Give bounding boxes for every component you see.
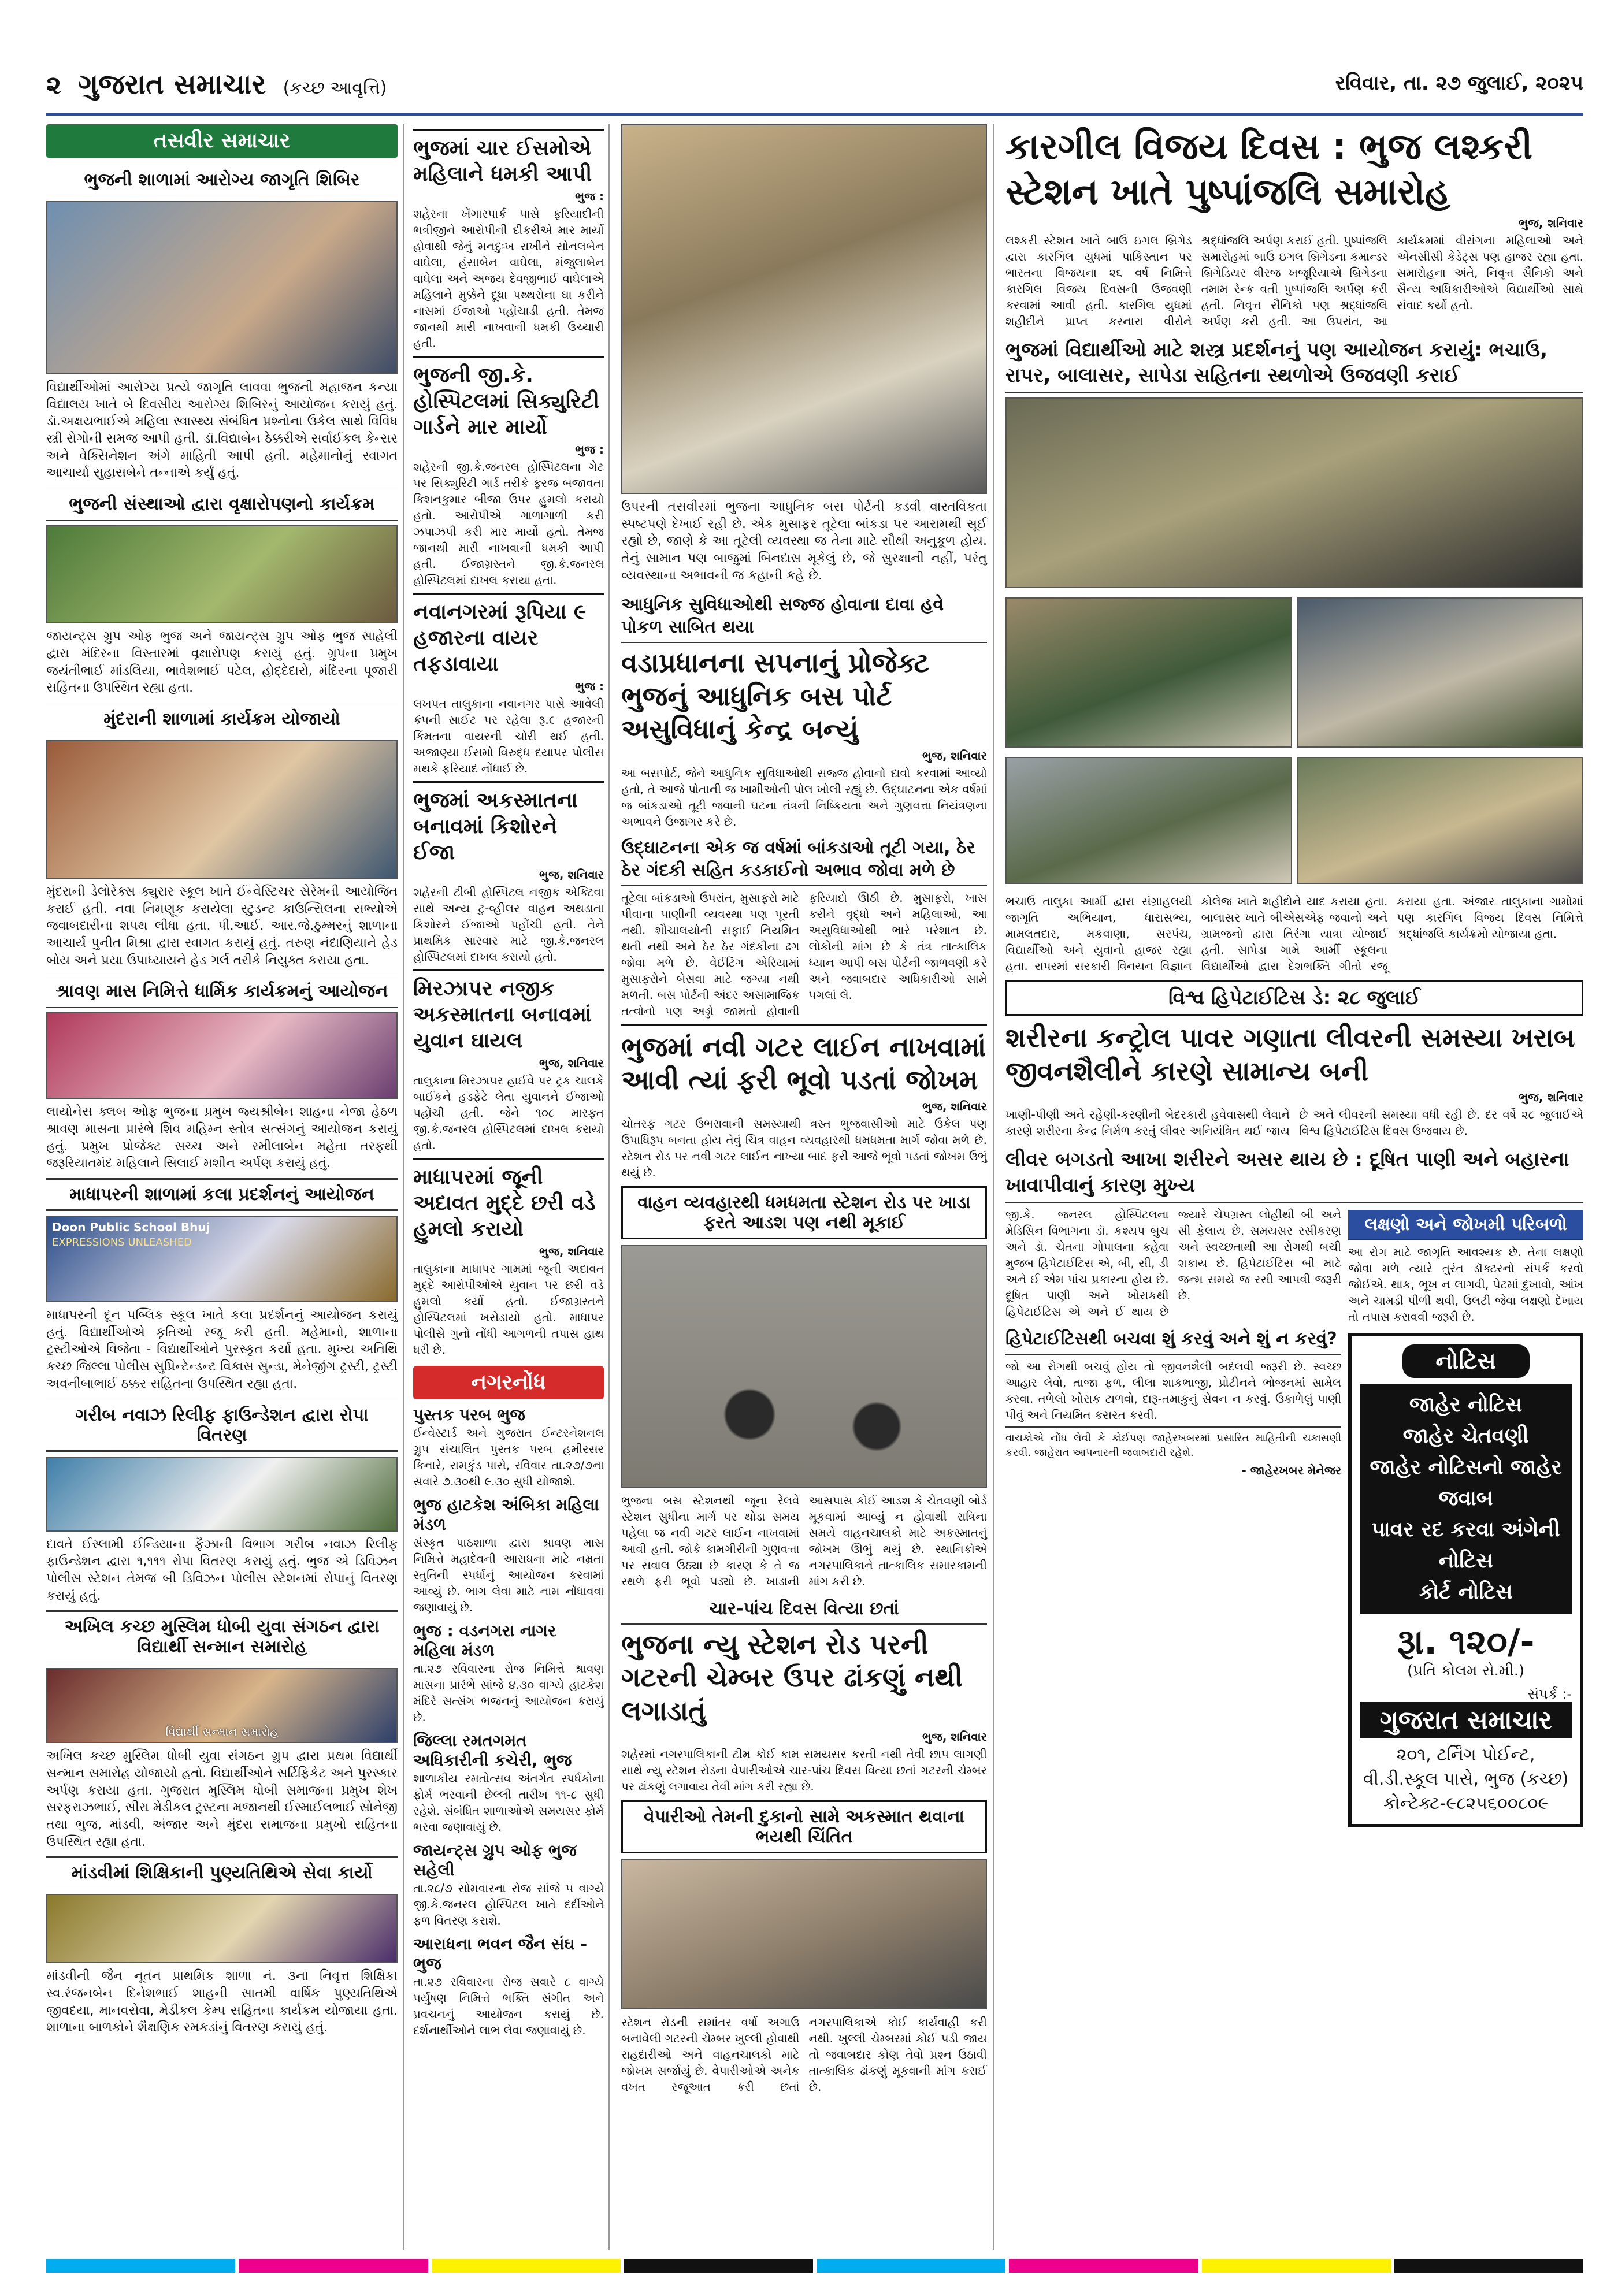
city-note-headline: જિલ્લા રમતગમત અધિકારીની કચેરી, ભુજ <box>413 1731 572 1770</box>
brief-body: લખપત તાલુકાના નવાનગર પાસે આવેલી કંપની સાઈટ પર રહેલા રૂ.૯ હજારની કિંમતના વાયરની ચોરી થઈ હતી. અજાણ્યા ઈસમો વિરુદ્ધ દયાપર પોલીસ મથકે ફરિયાદ નોંધાઈ છે. <box>413 697 604 775</box>
reg-swatch <box>46 2259 235 2273</box>
photo-caption: મુંદરાની ડેલોરેક્સ ક્યુરાર સ્કૂલ ખાતે ઈન્વેસ્ટિચર સેરેમની આયોજિત કરાઈ હતી. નવા નિમણૂક કરાયેલા સ્ટુડન્ટ કાઉન્સિલના સભ્યોએ જવાબદારીના શપથ લીધા હતા. પી.આઈ. આર.જે.ઠુમ્મરનું શાળાના આચાર્ય પુનીત મિશ્રા દ્વારા સ્વાગત કરાયું હતું. તરુણ નંદાણિયાને હેડ બોય અને પ્રયા ઉપાધ્યાયને હેડ ગર્લ તરીકે નિયુક્ત કરાયા હતા. <box>46 884 398 968</box>
art-exhibition-photo <box>46 1216 398 1302</box>
city-note-headline: આરાધના ભવન જૈન સંઘ - ભુજ <box>413 1934 588 1973</box>
bus-port-column <box>615 124 994 2250</box>
hepatitis-body: જી.કે. જનરલ હોસ્પિટલના મેડિસિન વિભાગના ડૉ. કશ્યપ બુચ અને ડૉ. ચેતના ગોપાલના કહેવા મુજબ હિપેટાઈટિસ એ, બી, સી, ડી અને ઈ એમ પાંચ પ્રકારના હોય છે. દૂષિત પાણી અને ખોરાકથી હિપેટાઈટિસ એ અને ઈ થાય છે જ્યારે ચેપગ્રસ્ત લોહીથી બી અને સી ફેલાય છે. સમયસર રસીકરણ અને સ્વચ્છતાથી આ રોગથી બચી શકાય છે. હિપેટાઈટિસ બી માટે જન્મ સમયે જ રસી આપવી જરૂરી છે. <box>1005 1207 1342 1318</box>
notice-advertisement <box>1348 1333 1583 1827</box>
city-note-headline: પુસ્તક પરબ ભુજ <box>413 1405 525 1424</box>
hepatitis-kicker: વિશ્વ હિપેટાઈટિસ ડે: ૨૮ જુલાઈ <box>1005 980 1583 1016</box>
brief-dateline: ભુજ, શનિવાર <box>539 868 604 882</box>
edition-label: (કચ્છ આવૃત્તિ) <box>283 78 387 98</box>
brief-body: શહેરની જી.કે.જનરલ હોસ્પિટલના ગેટ પર સિક્યુરિટી ગાર્ડ તરીકે ફરજ બજાવતા કિશનકુમાર બીજા ઉપર હુમલો કરાયો હતો. આરોપીએ ગાળાગાળી કરી ઝપાઝપી કરી માર માર્યો હતો. તેમજ જાનથી મારી નાખવાની ધમકી આપી હતી. ઈજાગ્રસ્તને જી.કે.જનરલ હોસ્પિટલમાં દાખલ કરાયા હતા. <box>413 460 604 587</box>
city-note-headline: જાયન્ટ્સ ગ્રુપ ઓફ ભુજ સહેલી <box>413 1841 577 1879</box>
reg-swatch <box>624 2259 813 2273</box>
photo-story-title: માધાપરની શાળામાં કલા પ્રદર્શનનું આયોજન <box>46 1178 398 1211</box>
photo-caption: માધાપરની દૂન પબ્લિક સ્કૂલ ખાતે કલા પ્રદર્શનનું આયોજન કરાયું હતું. વિદ્યાર્થીઓએ કૃતિઓ રજૂ કરી હતી. મહેમાનો, શાળાના ટ્રસ્ટીઓએ વિજેતા - વિદ્યાર્થીઓને પુરસ્કૃત કર્યા હતા. મુખ્ય અતિથિ કચ્છ જિલ્લા પોલીસ સુપ્રિન્ટેન્ડન્ટ વિકાસ સુન્ડા, મેનેજીંગ ટ્રસ્ટી, ટ્રસ્ટી અવનીબાભાઈ ઠક્કર સહિતના ઉપસ્થિત રહ્યા હતા. <box>46 1308 398 1391</box>
notice-item: કોર્ટ નોટિસ <box>1419 1580 1513 1604</box>
open-chamber-photo <box>621 1859 987 2009</box>
reg-swatch <box>1009 2259 1198 2273</box>
notice-item: જાહેર નોટિસનો જાહેર જવાબ <box>1370 1455 1562 1510</box>
photo-caption: અખિલ કચ્છ મુસ્લિમ ધોબી યુવા સંગઠન ગ્રુપ દ્વારા પ્રથમ વિદ્યાર્થી સન્માન સમારોહ યોજાયો હતો. વિદ્યાર્થીઓને સર્ટિફિકેટ અને પુરસ્કાર અર્પણ કરાયા હતા. ગુજરાત મુસ્લિમ ધોબી સમાજના પ્રમુખ શેખ સરફરાઝભાઈ, સીરા મેડીકલ ટ્રસ્ટના મજાનથી ઈસ્માઈલભાઈ સોનેજી તથા ભુજ, માંડવી, અંજાર અને મુંદરા સમાજના પ્રમુખો સહિતના ઉપસ્થિત રહ્યા હતા. <box>46 1749 398 1849</box>
story-dateline: ભુજ, શનિવાર <box>922 748 987 763</box>
paper-name: ગુજરાત સમાચાર <box>78 68 266 101</box>
brief-headline: ભુજની જી.કે. હોસ્પિટલમાં સિક્યુરિટી ગાર્ડને માર માર્યો <box>413 356 604 440</box>
symptoms-body: આ રોગ માટે જાગૃતિ આવશ્યક છે. તેના લક્ષણો જોવા મળે ત્યારે તુરંત ડૉક્ટરનો સંપર્ક કરવો જોઈએ. થાક, ભૂખ ન લાગવી, પેટમાં દુખાવો, આંખ અને ચામડી પીળી થવી, ઉલટી જેવા લક્ષણો દેખાય તો તપાસ કરાવવી જરૂરી છે. <box>1348 1244 1583 1324</box>
issue-date: રવિવાર, તા. ૨૭ જુલાઈ, ૨૦૨૫ <box>1335 72 1583 95</box>
story-kicker: આધુનિક સુવિધાઓથી સજ્જ હોવાના દાવા હવે પોકળ સાબિત થયા <box>621 590 987 643</box>
photo-story-title: ભુજની શાળામાં આરોગ્ય જાગૃતિ શિબિર <box>46 164 398 196</box>
hepatitis-intro: ખાણી-પીણી અને રહેણી-કરણીની બેદરકારી હવેવાસથી લેવાને કારણે શરીરના કેન્દ્ર નિર્મળ કરતું લીવર અનિયંત્રિત થઈ જાય છે અને લીવરની સમસ્યા વધી રહી છે. દર વર્ષે ૨૮ જુલાઈએ વિશ્વ હિપેટાઈટિસ દિવસ ઉજવાય છે. <box>1005 1108 1583 1138</box>
assembly-photo <box>1005 397 1583 588</box>
chamber-headline: ભુજના ન્યુ સ્ટેશન રોડ પરની ગટરની ચેમ્બર ઉપર ઢાંકણું નથી લગાડાતું <box>621 1628 963 1726</box>
print-registration-strip <box>46 2259 1583 2273</box>
investiture-ceremony-photo <box>46 740 398 879</box>
brief-body: તાલુકાના મિરઝાપર હાઈવે પર ટ્રક ચાલકે બાઈકને હડફેટે લેતા યુવાનને ઈજાઓ પહોંચી હતી. જેને ૧૦૮ મારફત જી.કે.જનરલ હોસ્પિટલમાં દાખલ કરાયો હતો. <box>413 1073 604 1152</box>
brief-headline: ભુજમાં અકસ્માતના બનાવમાં કિશોરને ઈજા <box>413 781 604 865</box>
bus-port-photo <box>621 124 987 494</box>
student-felicitation-photo <box>46 1668 398 1743</box>
story-kicker: ચાર-પાંચ દિવસ વિત્યા છતાં <box>621 1594 987 1625</box>
photo-story-title: શ્રાવણ માસ નિમિત્તે ધાર્મિક કાર્યક્રમનું આયોજન <box>46 975 398 1008</box>
notice-item: જાહેર નોટિસ <box>1409 1392 1523 1417</box>
brief-headline: નવાનગરમાં રૂપિયા ૯ હજારના વાયર તફડાવાયા <box>413 593 604 677</box>
photo-news-column <box>46 124 404 2250</box>
flag-ceremony-photo <box>1297 757 1583 884</box>
notice-title: નોટિસ <box>1402 1344 1530 1378</box>
school-banner-text: Doon Public School Bhuj <box>52 1220 210 1235</box>
city-note-body: તા.૨૭ રવિવારના રોજ સવારે ૮ વાગ્યે પર્યુષણ નિમિત્તે ભક્તિ સંગીત અને પ્રવચનનું આયોજન કરાયું છે. દર્શનાર્થીઓને લાભ લેવા જણાવાયું છે. <box>413 1975 604 2037</box>
story-dateline: ભુજ, શનિવાર <box>1518 216 1583 230</box>
city-notes-badge: નગરનોંધ <box>413 1366 604 1399</box>
brief-dateline: ભુજ : <box>575 443 604 456</box>
brief-dateline: ભુજ, શનિવાર <box>539 1244 604 1258</box>
hepatitis-subhead: લીવર બગડતો આખા શરીરને અસર થાય છે : દૂષિત પાણી અને બહારના ખાવાપીવાનું કારણ મુખ્ય <box>1005 1143 1583 1202</box>
hepatitis-body-row <box>1005 1206 1583 1827</box>
photo-story-title: અખિલ કચ્છ મુસ્લિમ ધોબી યુવા સંગઠન દ્વારા વિદ્યાર્થી સન્માન સમારોહ <box>46 1610 398 1663</box>
brief-body: શહેરની ટીબી હોસ્પિટલ નજીક એક્ટિવા સાથે અન્ય ટુ-વ્હીલર વાહન અથડાતા કિશોરને ઈજાઓ પહોંચી હતી. તેને પ્રાથમિક સારવાર માટે જી.કે.જનરલ હોસ્પિટલમાં દાખલ કરાયો હતો. <box>413 885 604 964</box>
brief-body: શહેરના ખેંગારપાર્ક પાસે ફરિયાદીની ભત્રીજીને આરોપીની દીકરીએ માર માર્યો હોવાથી જેનું મનદુઃખ રાખીને સોનલબેન વાઘેલા, હંસાબેન વાઘેલા, મંજુલાબેન વાઘેલા અને અજય દેવજીભાઈ વાઘેલાએ મહિલાને મુક્કેને દૂધા પથ્થરોના ઘા કરીને નાસમાં ઈજાઓ પહોંચાડી હતી. તેમજ જાનથી મારી નાખવાની ધમકી ઉચ્ચારી હતી. <box>413 207 604 350</box>
hepatitis-dos-donts: જો આ રોગથી બચવું હોય તો જીવનશૈલી બદલવી જરૂરી છે. સ્વચ્છ આહાર લેવો, તાજા ફળ, લીલા શાકભાજી, પ્રોટીનને ભોજનમાં સામેલ કરવા. તળેલો ખોરાક ટાળવો, દારૂ-તમાકુનું સેવન ન કરવું. ઉકાળેલું પાણી પીવું અને નિયમિત કસરત કરવી. <box>1005 1359 1342 1422</box>
notice-paper-name: ગુજરાત સમાચાર <box>1360 1702 1572 1738</box>
health-camp-photo <box>46 201 398 374</box>
city-note-body: ઈન્વેસ્ટાર્ડ અને ગુજરાત ઈન્ટરનેશનલ ગ્રુપ સંચાલિત પુસ્તક પરબ હમીરસર કિનારે, રામકુંડ પાસે, રવિવાર તા.૨૭/૭ના સવારે ૭.૩૦થી ૯.૩૦ સુધી યોજાશે. <box>413 1426 604 1488</box>
story-intro: શહેરમાં નગરપાલિકાની ટીમ કોઈ કામ સમયસર કરતી નથી તેવી છાપ લાગણી સાથે ન્યુ સ્ટેશન રોડના વેપારીઓએ ચાર-પાંચ દિવસ વિત્યા છતાં ગટરની ચેમ્બર પર ઢાંકણું લગાવાય તેવી માંગ કરી રહ્યા છે. <box>621 1747 987 1794</box>
brief-dateline: ભુજ, શનિવાર <box>539 1056 604 1070</box>
brief-headline: ભુજમાં ચાર ઈસમોએ મહિલાને ધમકી આપી <box>413 129 604 187</box>
brief-dateline: ભુજ : <box>575 679 604 693</box>
photo-story-title: ગરીબ નવાઝ રિલીફ ફાઉન્ડેશન દ્વારા રોપા વિતરણ <box>46 1399 398 1452</box>
hepatitis-headline: શરીરના કન્ટ્રોલ પાવર ગણાતા લીવરની સમસ્યા ખરાબ જીવનશૈલીને કારણે સામાન્ય બની <box>1005 1022 1575 1087</box>
reg-swatch <box>1202 2259 1391 2273</box>
hepatitis-subhead-2: હિપેટાઈટિસથી બચવા શું કરવું અને શું ન કરવું? <box>1005 1324 1341 1355</box>
reg-swatch <box>1394 2259 1583 2273</box>
photo-caption: લાયોનેસ ક્લબ ઓફ ભુજના પ્રમુખ જ્યશ્રીબેન શાહના નેજા હેઠળ શ્રાવણ માસના પ્રારંભે શિવ મહિમ્ન સ્તોત્ર સત્સંગનું આયોજન કરાયું હતું. પ્રમુખ પ્રોજેક્ટ સચ્ચ અને રમીલાબેન મહેતા તરફથી જરૂરિયાતમંદ મહિલાને સિલાઈ મશીન અર્પણ કરાયું હતું. <box>46 1105 398 1171</box>
city-note-headline: ભુજ : વડનગરા નાગર મહિલા મંડળ <box>413 1621 556 1660</box>
service-activity-photo <box>46 1894 398 1963</box>
story-body: તૂટેલા બાંકડાઓ ઉપરાંત, મુસાફરો માટે પીવાના પાણીની વ્યવસ્થા પણ પૂરતી નથી. શૌચાલયોની સફાઈ નિયમિત થતી નથી અને ઠેર ઠેર ગંદકીના ઢગ જોવા મળે છે. વેઈટિંગ એરિયામાં મુસાફરોને બેસવા માટે જગ્યા નથી મળતી. બસ પોર્ટની અંદર અસામાજિક તત્વોનો પણ અડ્ડો જામતો હોવાની ફરિયાદો ઊઠી છે. મુસાફરો, ખાસ કરીને વૃદ્ધો અને મહિલાઓ, આ અસુવિધાઓથી ભારે પરેશાન છે. લોકોની માંગ છે કે તંત્ર તાત્કાલિક ધ્યાન આપી બસ પોર્ટની જાળવણી કરે અને જવાબદાર અધિકારીઓ સામે પગલાં લે. <box>621 890 987 1018</box>
notice-item: જાહેર ચેતવણી <box>1402 1424 1529 1448</box>
notice-list <box>1360 1384 1572 1614</box>
students-seated-photo <box>1005 757 1292 884</box>
notice-unit: (પ્રતિ કોલમ સે.મી.) <box>1407 1662 1525 1680</box>
sapling-distribution-photo <box>46 1457 398 1532</box>
briefs-column <box>413 124 610 2250</box>
story-dateline: ભુજ, શનિવાર <box>922 1730 987 1744</box>
photo-banner-text: વિદ્યાર્થી સન્માન સમારોહ <box>165 1725 279 1739</box>
story-dateline: ભુજ, શનિવાર <box>922 1099 987 1113</box>
photo-caption: વિદ્યાર્થીઓમાં આરોગ્ય પ્રત્યે જાગૃતિ લાવવા ભુજની મહાજન કન્યા વિદ્યાલય ખાતે બે દિવસીય આરોગ્ય શિબિરનું આયોજન કરાયું હતું. ડૉ.અક્ષયભાઈએ મહિલા સ્વાસ્થ્ય સંબંધિત પ્રશ્નોના ઉકેલ સાથે વિવિધ સ્ત્રી રોગોની સમજ આપી હતી. ડૉ.વિદ્યાબેન ઠેક્કરીએ સર્વાઈકલ કેન્સર અને વેક્સિનેશન અંગે માહિતી આપી હતી. મહેમાનોનું સ્વાગત આચાર્યા સુહાસબેને તન્નાએ કર્યું હતું. <box>46 380 398 481</box>
notice-contact-label: સંપર્ક :- <box>1527 1685 1572 1702</box>
city-note-body: શાળાકીય રમતોત્સવ અંતર્ગત સ્પર્ધકોના ફોર્મ ભરવાની છેલ્લી તારીખ ૧૧-૮ સુધી રહેશે. સંબંધિત શાળાઓએ સમયસર ફોર્મ ભરવા જણાવાયું છે. <box>413 1771 604 1834</box>
photo-story-title: ભુજની સંસ્થાઓ દ્વારા વૃક્ષારોપણનો કાર્યક્રમ <box>46 488 398 521</box>
story-intro: ચોતરફ ગટર ઉભરાવાની સમસ્યાથી ત્રસ્ત ભુજવાસીઓ માટે ઉકેલ પણ ઉપાધિરૂપ બનતા હોય તેવું ચિત્ર વાહન વ્યવહારથી ધમધમતા માર્ગ જોવા મળે છે. સ્ટેશન રોડ પર નવી ગટર લાઈન નાખ્યા બાદ ફરી આજે ભૂવો પડતાં જોખમ ઉભું થયું છે. <box>621 1116 987 1179</box>
page-number: ૨ <box>46 70 61 100</box>
notice-price: રૂા. ૧૨૦/- <box>1397 1621 1535 1662</box>
sinkhole-photo <box>621 1245 987 1488</box>
lead-headline: વડાપ્રધાનના સપનાનું પ્રોજેક્ટ ભુજનું આધુનિક બસ પોર્ટ અસુવિધાનું કેન્દ્ર બન્યું <box>621 647 930 745</box>
kargil-photo-grid <box>1005 397 1583 889</box>
drain-headline: ભુજમાં નવી ગટર લાઈન નાખવામાં આવી ત્યાં ફરી ભૂવો પડતાં જોખમ <box>621 1024 987 1097</box>
story-body: સ્ટેશન રોડની સમાંતર વર્ષો અગાઉ બનાવેલી ગટરની ચેમ્બર ખુલ્લી હોવાથી રાહદારીઓ અને વાહનચાલકો માટે જોખમ સર્જાયું છે. વેપારીઓએ અનેક વખત રજૂઆત કરી છતાં નગરપાલિકાએ કોઈ કાર્યવાહી કરી નથી. ખુલ્લી ચેમ્બરમાં કોઈ પડી જાય તો જવાબદાર કોણ તેવો પ્રશ્ન ઉઠાવી તાત્કાલિક ઢાંકણું મૂકવાની માંગ કરાઈ છે. <box>621 2015 987 2094</box>
story-subhead: ઉદ્ઘાટનના એક જ વર્ષમાં બાંકડાઓ તૂટી ગયા, ઠેર ઠેર ગંદકી સહિત કડકાઈનો અભાવ જોવા મળે છે <box>621 833 987 886</box>
ad-signoff: - જાહેરખબર મેનેજર <box>1241 1463 1342 1478</box>
story-strap: વેપારીઓ તેમની દુકાનો સામે અકસ્માત થવાના ભયથી ચિંતિત <box>621 1800 987 1853</box>
ad-disclaimer: વાચકોએ નોંધ લેવી કે કોઈપણ જાહેરખબરમાં પ્રસારિત માહિતીની ચકાસણી કરવી. જાહેરાત આપનારની જવાબદારી રહેશે. <box>1005 1426 1341 1460</box>
kargil-column <box>1000 124 1583 2250</box>
kargil-sub-body: ભચાઉ તાલુકા આર્મી દ્વારા સંગ્રાહલયી જાગૃતિ અભિયાન, ધારાસભ્ય, મામલતદાર, મકવાણા, સરપંચ, વિદ્યાર્થીઓ અને યુવાનો હાજર રહ્યા હતા. રાપરમાં સરકારી વિનયન વિજ્ઞાન કોલેજ ખાતે શહીદોને યાદ કરાયા હતા. બાલાસર ખાતે બીએસએફ જવાનો અને ગ્રામજનો દ્વારા તિરંગા યાત્રા યોજાઈ હતી. સાપેડા ગામે આર્મી સ્કૂલના વિદ્યાર્થીઓ દ્વારા દેશભક્તિ ગીતો રજૂ કરાયા હતા. અંજાર તાલુકાના ગામોમાં પણ કારગિલ વિજય દિવસ નિમિત્તે શ્રદ્ધાંજલિ કાર્યક્રમો યોજાયા હતા. <box>1005 894 1583 974</box>
salute-photo <box>1297 597 1583 748</box>
story-strap: વાહન વ્યવહારથી ધમધમતા સ્ટેશન રોડ પર ખાડા ફરતે આડશ પણ નથી મૂકાઈ <box>621 1186 987 1239</box>
photo-caption: જાયન્ટ્સ ગ્રુપ ઓફ ભુજ અને જાયન્ટ્સ ગ્રુપ ઓફ ભુજ સાહેલી દ્વારા મંદિરના વિસ્તારમાં વૃક્ષારોપણ કરાયું હતું. ગ્રુપના પ્રમુખ જયંતીભાઈ માંડલિયા, ભાવેશભાઈ પટેલ, હોદ્દેદારો, મંદિરના પૂજારી સહિતના ઉપસ્થિત રહ્યા હતા. <box>46 629 398 696</box>
notice-address: ૨૦૧, ટર્નિંગ પોઈન્ટ, વી.ડી.સ્કૂલ પાસે, ભુજ (કચ્છ) કોન્ટેક્ટ-૯૮૨૫૬૦૦૮૦૯ <box>1363 1744 1569 1814</box>
hepatitis-side <box>1348 1206 1583 1827</box>
brief-body: તાલુકાના માધાપર ગામમાં જૂની અદાવત મુદ્દે આરોપીઓએ યુવાન પર છરી વડે હુમલો કર્યો હતો. ઈજાગ્રસ્તને હોસ્પિટલમાં ખસેડાયો હતો. માધાપર પોલીસે ગુનો નોંધી આગળની તપાસ હાથ ધરી છે. <box>413 1262 604 1357</box>
photo-news-banner: તસવીર સમાચાર <box>46 124 398 158</box>
city-note-body: તા.૨૮/૭ સોમવારના રોજ સાંજે ૫ વાગ્યે જી.કે.જનરલ હોસ્પિટલ ખાતે દર્દીઓને ફળ વિતરણ કરાશે. <box>413 1881 604 1927</box>
kargil-body: લશ્કરી સ્ટેશન ખાતે બાઉ ઇગલ બ્રિગેડ દ્વારા કારગિલ યુધમાં પાકિસ્તાન પર ભારતના વિજયના ૨૬ વર્ષ નિમિત્તે કારગિલ વિજય દિવસની ઉજવણી કરવામાં આવી હતી. કારગિલ યુધમાં શહીદીને પ્રાપ્ત કરનારા વીરોને શ્રદ્ધાંજલિ અર્પણ કરાઈ હતી. પુષ્પાંજલિ સમારોહમાં બાઉ ઇગલ બ્રિગેડના કમાન્ડર બ્રિગેડિયર વીરજ ખજૂરિયાએ બ્રિગેડના તમામ રેન્ક વતી પુષ્પાંજલિ અર્પણ કરી હતી. નિવૃત્ત સૈનિકો પણ શ્રદ્ધાંજલિ અર્પણ કરી હતી. આ ઉપરાંત, આ કાર્યક્રમમાં વીરાંગના મહિલાઓ અને એનસીસી કેડેટ્સ પણ હાજર રહ્યા હતા. સમારોહના અંતે, નિવૃત્ત સૈનિકો અને સૈન્ય અધિકારીઓએ વિદ્યાર્થીઓ સાથે સંવાદ કર્યો હતો. <box>1005 233 1583 328</box>
brief-dateline: ભુજ : <box>575 190 604 203</box>
brief-headline: મિરઝાપર નજીક અકસ્માતના બનાવમાં યુવાન ઘાયલ <box>413 969 604 1054</box>
story-intro: આ બસપોર્ટ, જેને આધુનિક સુવિધાઓથી સજ્જ હોવાનો દાવો કરવામાં આવ્યો હતો, તે આજે પોતાની જ ખામીઓની પોલ ખોલી રહ્યું છે. ઉદ્ઘાટનના એક વર્ષમાં જ બાંકડાઓ તૂટી જવાની ઘટના તંત્રની નિષ્ક્રિયતા અને ગુણવત્તા નિયંત્રણના અભાવને ઉજાગર કરે છે. <box>621 766 987 829</box>
tree-plantation-photo <box>46 525 398 623</box>
reg-swatch <box>432 2259 621 2273</box>
masthead-left <box>46 68 387 101</box>
story-body: ભુજના બસ સ્ટેશનથી જૂના રેલવે સ્ટેશન સુધીના માર્ગ પર થોડા સમય પહેલા જ નવી ગટર લાઈન નાખવામાં આવી હતી. જોકે કામગીરીની ગુણવત્તા પર સવાલ ઉઠ્યા છે કારણ કે તે જ સ્થળે ફરી ભૂવો પડ્યો છે. ખાડાની આસપાસ કોઈ આડશ કે ચેતવણી બોર્ડ મૂકવામાં આવ્યું ન હોવાથી રાત્રિના સમયે વાહનચાલકો માટે અકસ્માતનું જોખમ ઊભું થયું છે. સ્થાનિકોએ નગરપાલિકાને તાત્કાલિક સમારકામની માંગ કરી છે. <box>621 1493 987 1588</box>
city-note-body: સંસ્કૃત પાઠશાળા દ્વારા શ્રાવણ માસ નિમિત્તે મહાદેવની આરાધના માટે નમ્રતા સ્તુતિની સ્પર્ધાનું આયોજન કરવામાં આવ્યું છે. ભાગ લેવા માટે નામ નોંધાવવા જણાવાયું છે. <box>413 1536 604 1614</box>
photo-caption: ઉપરની તસવીરમાં ભુજના આધુનિક બસ પોર્ટની કડવી વાસ્તવિકતા સ્પષ્ટપણે દેખાઈ રહી છે. એક મુસાફર તૂટેલા બાંકડા પર આરામથી સૂઈ રહ્યો છે, જાણે કે આ તૂટેલી વ્યવસ્થા જ તેના માટે સૌથી અનુકૂળ હોય. તેનું સામાન પણ બાજુમાં બિનદાસ મૂકેલું છે, જે સુરક્ષાની નહીં, પરંતુ વ્યવસ્થાના અભાવની જ કહાની કહે છે. <box>621 500 987 583</box>
kargil-subhead: ભુજમાં વિદ્યાર્થીઓ માટે શસ્ત્ર પ્રદર્શનનું પણ આયોજન કરાયું: ભચાઉ, રાપર, બાલાસર, સાપેડા સહિતના સ્થળોએ ઉજવણી કરાઈ <box>1005 334 1583 393</box>
expo-banner-text: EXPRESSIONS UNLEASHED <box>52 1236 192 1249</box>
photo-story-title: મુંદરાની શાળામાં કાર્યક્રમ યોજાયો <box>46 703 398 735</box>
symptoms-kicker: લક્ષણો અને જોખમી પરિબળો <box>1348 1210 1583 1240</box>
photo-caption: દાવતે ઈસ્લામી ઈન્ડિયાના ફૈઝાની વિભાગ ગરીબ નવાઝ રિલીફ ફાઉન્ડેશન દ્વારા ૧,૧૧૧ રોપા વિતરણ કરાયું હતું. ભુજ એ ડિવિઝન પોલીસ સ્ટેશન તેમજ બી ડિવિઝન પોલીસ સ્ટેશનમાં રોપાનું વિતરણ કરાયું હતું. <box>46 1537 398 1603</box>
hepatitis-main <box>1005 1206 1341 1827</box>
brief-headline: માધાપરમાં જૂની અદાવત મુદ્દે છરી વડે હુમલો કરાયો <box>413 1158 604 1242</box>
photo-story-title: માંડવીમાં શિક્ષિકાની પુણ્યતિથિએ સેવા કાર્યો <box>46 1856 398 1889</box>
masthead <box>46 52 1583 116</box>
shravan-event-photo <box>46 1012 398 1099</box>
city-note-body: તા.૨૭ રવિવારના રોજ નિમિત્તે શ્રાવણ માસના પ્રારંભે સાંજે ૪.૩૦ વાગ્યે હાટકેશ મંદિરે સત્સંગ ભજનનું આયોજન કરાયું છે. <box>413 1662 604 1724</box>
reg-swatch <box>817 2259 1005 2273</box>
photo-caption: માંડવીની જૈન નૂતન પ્રાથમિક શાળા નં. ૩ના નિવૃત્ત શિક્ષિકા સ્વ.રંજનબેન દિનેશભાઈ શાહની સાતમી વાર્ષિક પુણ્યતિથિએ જીવદયા, માનવસેવા, મેડીકલ કેમ્પ સહિતના કાર્યક્રમ યોજાયા હતા. શાળાના બાળકોને શૈક્ષણિક રમકડાંનું વિતરણ કરાયું હતું. <box>46 1969 398 2035</box>
weapon-display-photo <box>1005 597 1292 748</box>
kargil-headline: કારગીલ વિજય દિવસ : ભુજ લશ્કરી સ્ટેશન ખાતે પુષ્પાંજલિ સમારોહ <box>1005 125 1533 213</box>
reg-swatch <box>239 2259 428 2273</box>
notice-item: પાવર રદ કરવા અંગેની નોટિસ <box>1371 1517 1560 1573</box>
story-dateline: ભુજ, શનિવાર <box>1518 1090 1583 1105</box>
city-note-headline: ભુજ હાટકેશ અંબિકા મહિલા મંડળ <box>413 1495 599 1534</box>
